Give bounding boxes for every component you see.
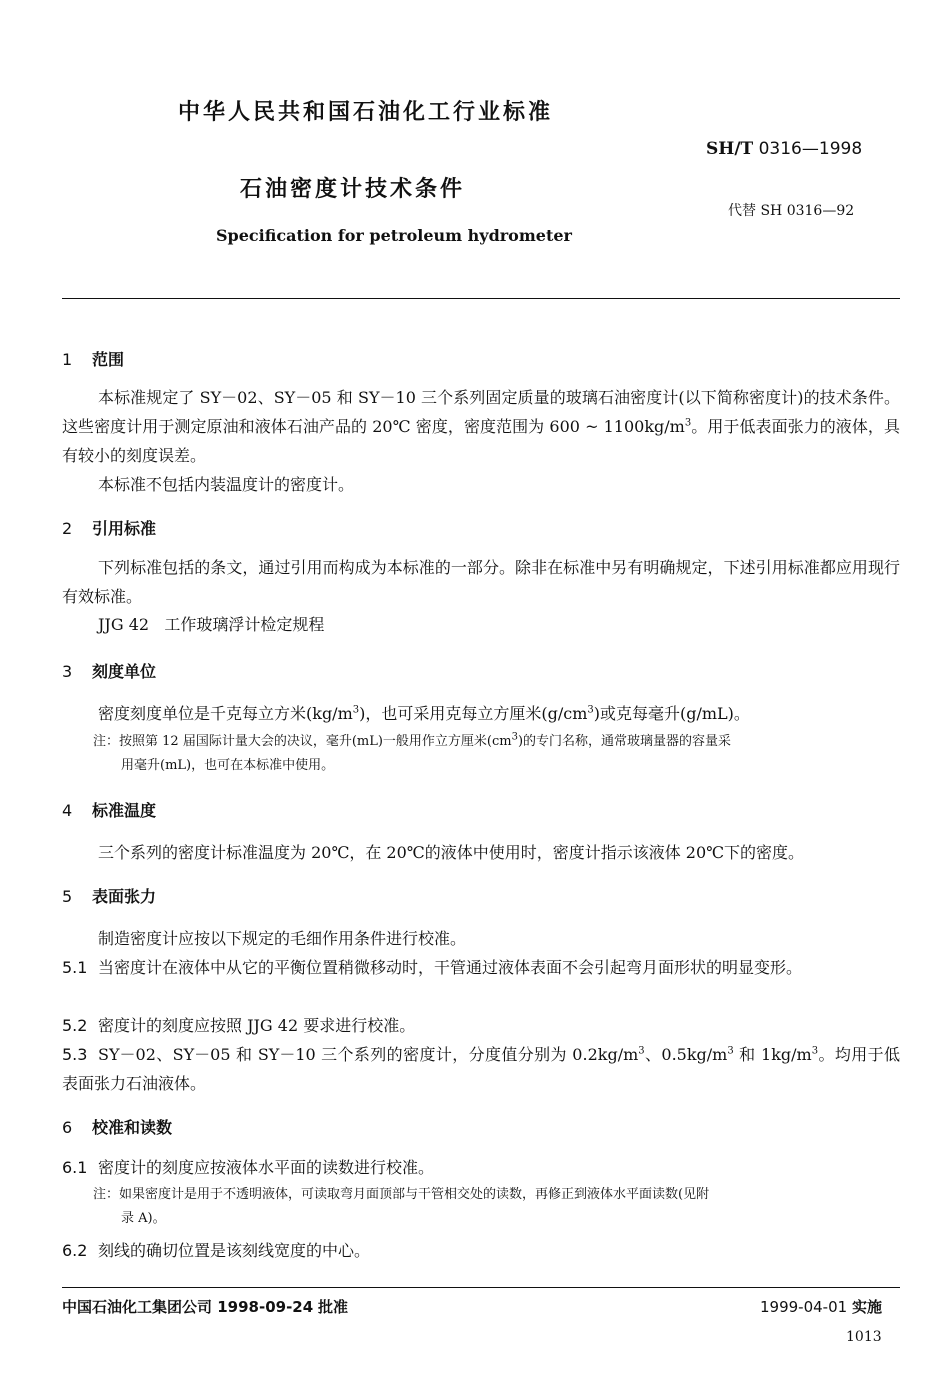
clause-text: 、0.5kg/m: [644, 1045, 728, 1064]
section-2-heading: [62, 516, 156, 539]
implementation-date: 1999-04-01: [760, 1298, 848, 1316]
clause-5-1: [62, 953, 900, 982]
section-number: 1: [62, 350, 73, 369]
reference-standard: [98, 612, 324, 635]
clause-text: 密度计的刻度应按照 JJG 42 要求进行校准。: [98, 1016, 416, 1035]
section-3-heading: [62, 659, 156, 682]
superscript: 3: [352, 704, 360, 716]
section-number: 6: [62, 1118, 73, 1137]
clause-text: SY－02、SY－05 和 SY－10 三个系列的密度计，分度值分别为 0.2kg/m: [98, 1045, 639, 1064]
text-run: )，也可采用克每立方厘米(g/cm: [359, 704, 588, 723]
section-2-paragraph-1: 下列标准包括的条文，通过引用而构成为本标准的一部分。除非在标准中另有明确规定，下述引用标准都应用现行有效标准。: [62, 558, 900, 606]
section-6-note: [93, 1183, 900, 1231]
approver: 中国石油化工集团公司 1998-09-24: [62, 1298, 314, 1316]
standard-title-en: Specification for petroleum hydrometer: [216, 226, 572, 245]
section-number: 3: [62, 662, 73, 681]
section-1-paragraph-2: 本标准不包括内装温度计的密度计。: [98, 475, 355, 494]
note-label: 注：: [93, 1187, 120, 1202]
section-number: 5: [62, 887, 73, 906]
standard-code-prefix: SH/T: [706, 139, 754, 159]
clause-text: 刻线的确切位置是该刻线宽度的中心。: [98, 1241, 371, 1260]
text-run: 。用于低表面张力的液体，具有较小的刻度误差。: [62, 417, 900, 465]
section-3-paragraph-1: [62, 699, 900, 728]
clause-text: 当密度计在液体中从它的平衡位置稍微移动时，干管通过液体表面不会引起弯月面形状的明显变形。: [98, 958, 803, 977]
header-divider: [62, 298, 900, 299]
clause-text: 和 1kg/m: [733, 1045, 812, 1064]
clause-6-2: [62, 1236, 900, 1265]
text-run: )的专门名称，通常玻璃量器的容量采: [517, 734, 732, 749]
implementation-word: 实施: [851, 1298, 882, 1316]
standard-title-cn: 石油密度计技术条件: [240, 177, 466, 202]
section-title: 表面张力: [92, 887, 157, 906]
section-5-heading: [62, 884, 156, 907]
page-number: 1013: [846, 1329, 882, 1345]
clause-text: 密度计的刻度应按液体水平面的读数进行校准。: [98, 1158, 435, 1177]
section-number: 4: [62, 801, 73, 820]
clause-text: 。均用于低表面张力石油液体。: [62, 1045, 900, 1093]
text-run: 如果密度计是用于不透明液体，可读取弯月面顶部与干管相交处的读数，再修正到液体水平面读数(见附: [119, 1187, 710, 1202]
superscript: 3: [638, 1045, 645, 1057]
superscript: 3: [587, 704, 594, 716]
text-run: )或克每毫升(g/mL)。: [593, 704, 750, 723]
superscript: 3: [727, 1045, 734, 1057]
superscript: 3: [684, 417, 692, 429]
clause-number: 6.2: [62, 1241, 88, 1260]
note-continuation: 录 A)。: [121, 1211, 166, 1226]
clause-6-1: [62, 1153, 900, 1182]
section-5-paragraph-1: 制造密度计应按以下规定的毛细作用条件进行校准。: [98, 929, 467, 948]
clause-number: 5.1: [62, 958, 88, 977]
section-3-note: [93, 730, 900, 778]
section-title: 校准和读数: [92, 1118, 173, 1137]
clause-5-2: [62, 1011, 900, 1040]
text-run: 本标准规定了 SY－02、SY－05 和 SY－10 三个系列固定质量的玻璃石油密度计(以下简称密度计)的技术条件。这些密度计用于测定原油和液体石油产品的 20℃ 密度，密度范围为 600 ~ 1100kg/m: [62, 388, 900, 436]
section-title: 范围: [92, 350, 125, 369]
text-run: 密度刻度单位是千克每立方米(kg/m: [98, 704, 353, 723]
section-1-heading: [62, 347, 124, 370]
section-4-paragraph-1: 三个系列的密度计标准温度为 20℃，在 20℃的液体中使用时，密度计指示该液体 20℃下的密度。: [98, 843, 805, 862]
clause-number: 5.3: [62, 1045, 88, 1064]
footer-divider: [62, 1287, 900, 1288]
standard-code-number: 0316—1998: [758, 139, 863, 159]
text-run: 按照第 12 届国际计量大会的决议，毫升(mL)一般用作立方厘米(cm: [119, 734, 512, 749]
implementation-line: [760, 1296, 882, 1317]
note-continuation: 用毫升(mL)，也可在本标准中使用。: [121, 758, 335, 773]
reference-code: JJG 42: [98, 615, 150, 634]
industry-title: 中华人民共和国石油化工行业标准: [178, 100, 554, 125]
standard-code: [706, 139, 862, 159]
replaces-note: 代替 SH 0316—92: [728, 203, 855, 219]
reference-name: 工作玻璃浮计检定规程: [164, 615, 325, 634]
section-title: 刻度单位: [92, 662, 157, 681]
approve-word: 批准: [317, 1298, 348, 1316]
section-1-paragraph-1: [62, 383, 900, 470]
section-6-heading: [62, 1115, 172, 1138]
note-label: 注：: [93, 734, 120, 749]
approval-line: [62, 1296, 348, 1317]
section-title: 引用标准: [92, 519, 157, 538]
section-title: 标准温度: [92, 801, 157, 820]
clause-number: 6.1: [62, 1158, 88, 1177]
clause-5-3: [62, 1040, 900, 1098]
clause-number: 5.2: [62, 1016, 88, 1035]
superscript: 3: [811, 1045, 819, 1057]
superscript: 3: [511, 731, 518, 743]
section-4-heading: [62, 798, 156, 821]
section-number: 2: [62, 519, 73, 538]
